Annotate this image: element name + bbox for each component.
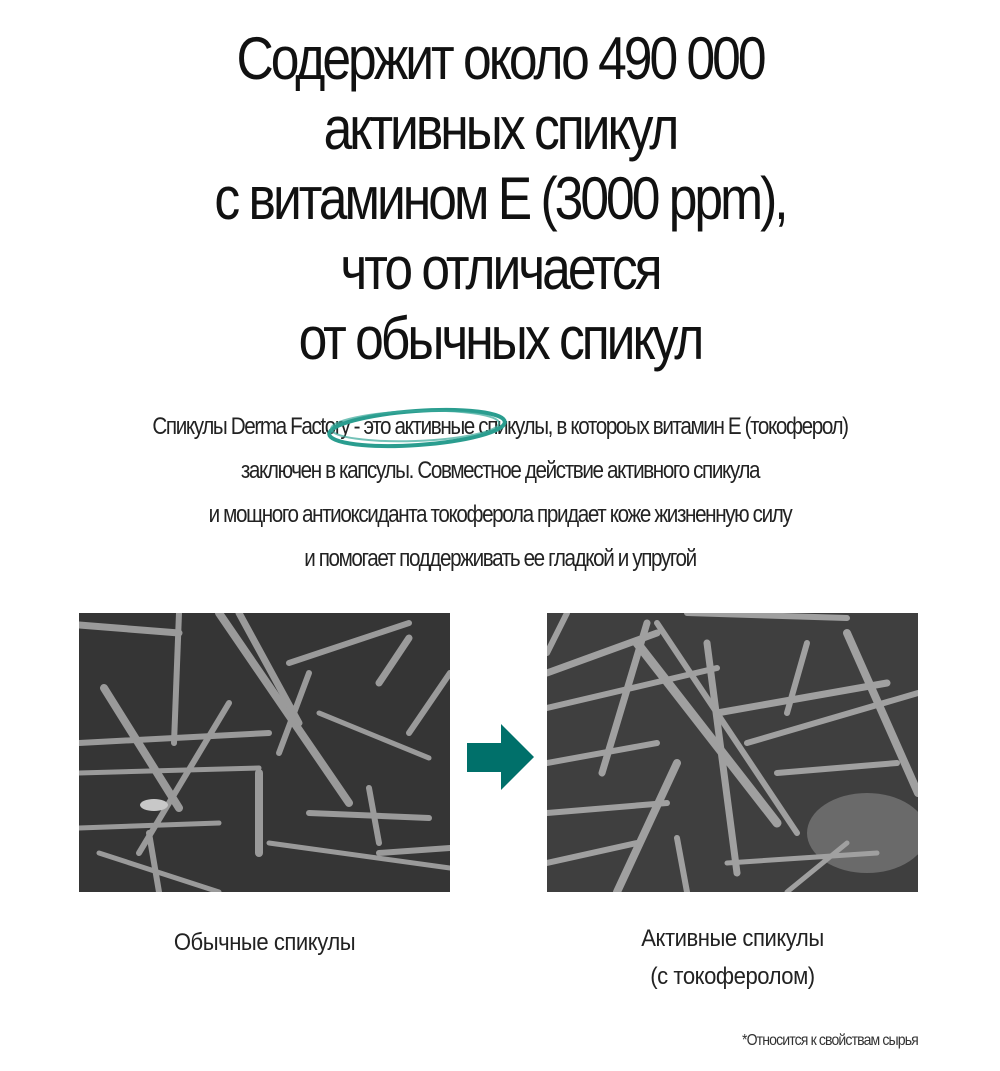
- regular-spicules-image: [79, 613, 450, 892]
- headline-line-5: от обычных спикул: [298, 305, 702, 372]
- description-line-3: и мощного антиоксиданта токоферола придает коже жизненную силу: [208, 501, 792, 528]
- headline-line-3: с витамином E (3000 ppm),: [214, 165, 786, 232]
- headline: [0, 24, 1000, 374]
- caption-active-line-1: Активные спикулы: [641, 925, 824, 952]
- headline-line-2: активных спикул: [323, 95, 677, 162]
- headline-line-1: Содержит около 490 000: [236, 25, 764, 92]
- active-spicules-image: [547, 613, 918, 892]
- description-line-2: заключен в капсулы. Совместное действие активного спикула: [240, 457, 760, 484]
- description-line-1: Спикулы Derma Factory - это активные спикулы, в котороых витамин E (токоферол): [152, 413, 848, 440]
- caption-active-spicules: [562, 920, 903, 996]
- arrow-right-icon: [467, 724, 534, 790]
- caption-active-line-2: (с токоферолом): [650, 963, 815, 990]
- footnote: *Относится к свойствам сырья: [742, 1032, 918, 1049]
- description: [0, 405, 1000, 581]
- description-line-4: и помогает поддерживать ее гладкой и упругой: [304, 545, 696, 572]
- headline-line-4: что отличается: [340, 235, 660, 302]
- caption-regular-spicules: Обычные спикулы: [173, 929, 356, 956]
